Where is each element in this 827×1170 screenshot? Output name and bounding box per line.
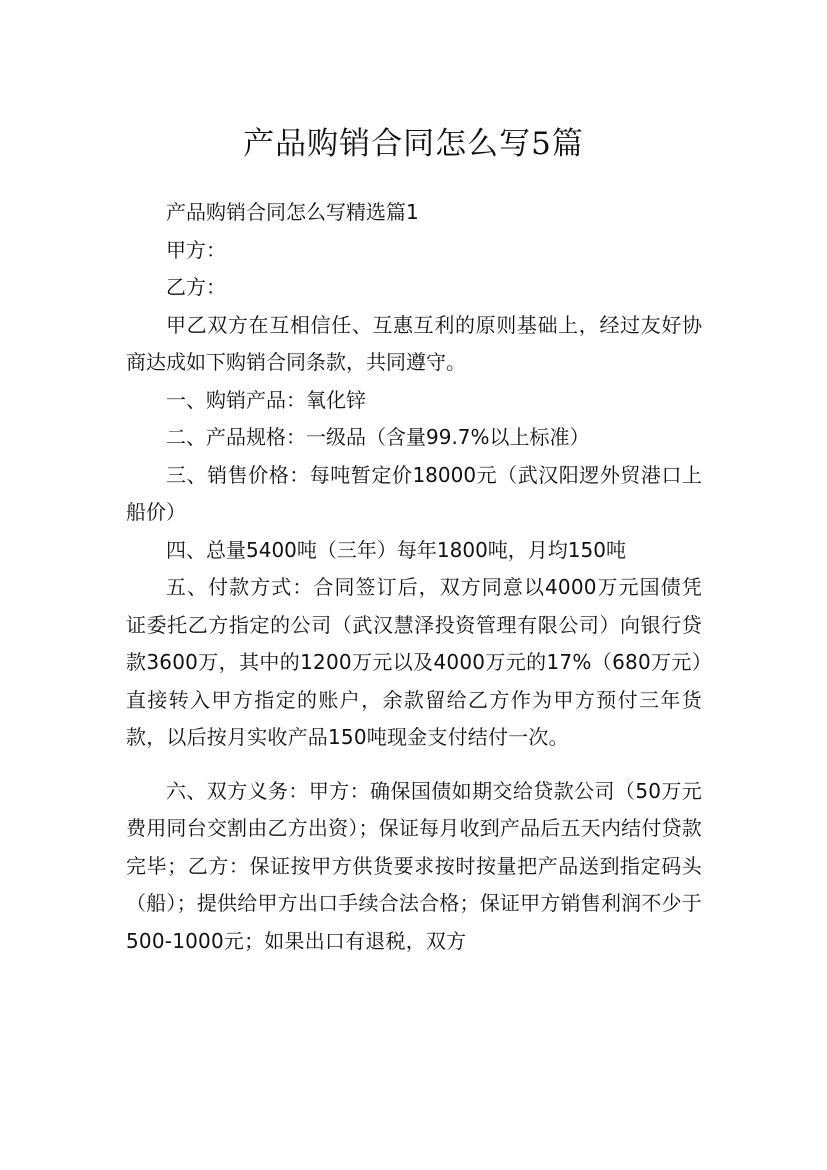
section-heading: 产品购销合同怎么写精选篇1 (166, 200, 419, 224)
party-a-line: 甲方： (166, 237, 226, 262)
paragraph-spacer (126, 757, 702, 773)
paragraph-spec: 二、产品规格：一级品（含量99.7%以上标准） (166, 425, 590, 449)
paragraph-obligations: 六、双方义务：甲方：确保国债如期交给贷款公司（50万元费用同台交割由乙方出资）；保证每月收到产品后五天内结付贷款完毕；乙方：保证按甲方供货要求按时按量把产品送到指定码头（船）；提供给甲方出口手续合法合格；保证甲方销售利润不少于500-1000元；如果出口有退税，双方 (126, 778, 702, 953)
party-b-line: 乙方： (166, 275, 226, 299)
document-body (126, 194, 702, 960)
paragraph-intro: 甲乙双方在互相信任、互惠互利的原则基础上，经过友好协商达成如下购销合同条款，共同遵守。 (126, 312, 702, 374)
paragraph-quantity: 四、总量5400吨（三年）每年1800吨，月均150吨 (166, 537, 626, 562)
document-title: 产品购销合同怎么写5篇 (243, 125, 584, 162)
paragraph-price: 三、销售价格：每吨暂定价18000元（武汉阳逻外贸港口上船价） (126, 462, 702, 524)
paragraph-payment: 五、付款方式：合同签订后，双方同意以4000万元国债凭证委托乙方指定的公司（武汉慧泽投资管理有限公司）向银行贷款3600万，其中的1200万元以及4000万元的17%（680万元）直接转入甲方指定的账户，余款留给乙方作为甲方预付三年货款，以后按月实收产品150吨现金支付结付一次。 (126, 575, 702, 749)
paragraph-product: 一、购销产品：氧化锌 (166, 387, 366, 412)
